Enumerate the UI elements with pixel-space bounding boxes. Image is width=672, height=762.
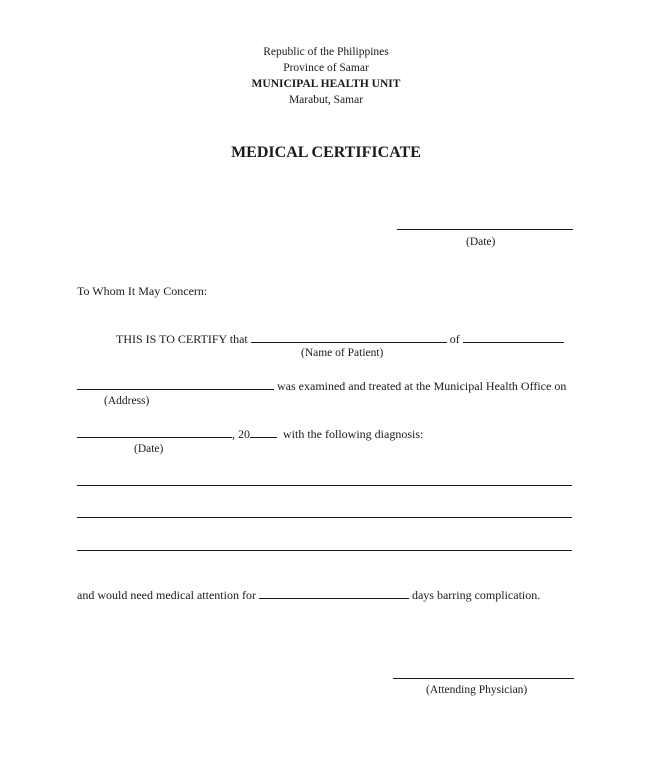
certify-of: of [449,332,460,346]
page-title: MEDICAL CERTIFICATE [231,144,421,161]
header-unit: MUNICIPAL HEALTH UNIT [251,78,401,90]
diagnosis-line-3 [77,550,572,551]
examined-text: was examined and treated at the Municipal Health Office on [277,379,567,393]
header-location: Marabut, Samar [288,94,364,106]
patient-name-caption: (Name of Patient) [301,347,384,359]
header-province: Province of Samar [283,62,369,74]
signature-caption: (Attending Physician) [426,684,528,696]
diagnosis-text: with the following diagnosis: [283,427,424,441]
attention-line [77,587,540,603]
diagnosis-line-1 [77,485,572,486]
address-blank [77,378,274,390]
patient-name-blank [251,331,447,343]
signature-line [393,678,574,679]
patient-extra-blank [463,331,564,343]
salutation: To Whom It May Concern: [77,284,208,298]
year-blank [250,426,277,438]
days-blank [259,587,409,599]
certify-line [116,331,564,347]
treatment-date-line [77,426,423,442]
diagnosis-line-2 [77,517,572,518]
certify-prefix: THIS IS TO CERTIFY that [116,332,248,346]
date-caption: (Date) [466,236,496,248]
examined-line [77,378,566,394]
address-caption: (Address) [104,395,150,407]
attention-prefix: and would need medical attention for [77,588,256,602]
header-republic: Republic of the Philippines [263,46,389,58]
attention-suffix: days barring complication. [411,588,541,602]
treatment-date-blank [77,426,232,438]
year-prefix: , 20 [232,427,250,441]
treatment-date-caption: (Date) [134,443,164,455]
date-line [397,229,573,230]
